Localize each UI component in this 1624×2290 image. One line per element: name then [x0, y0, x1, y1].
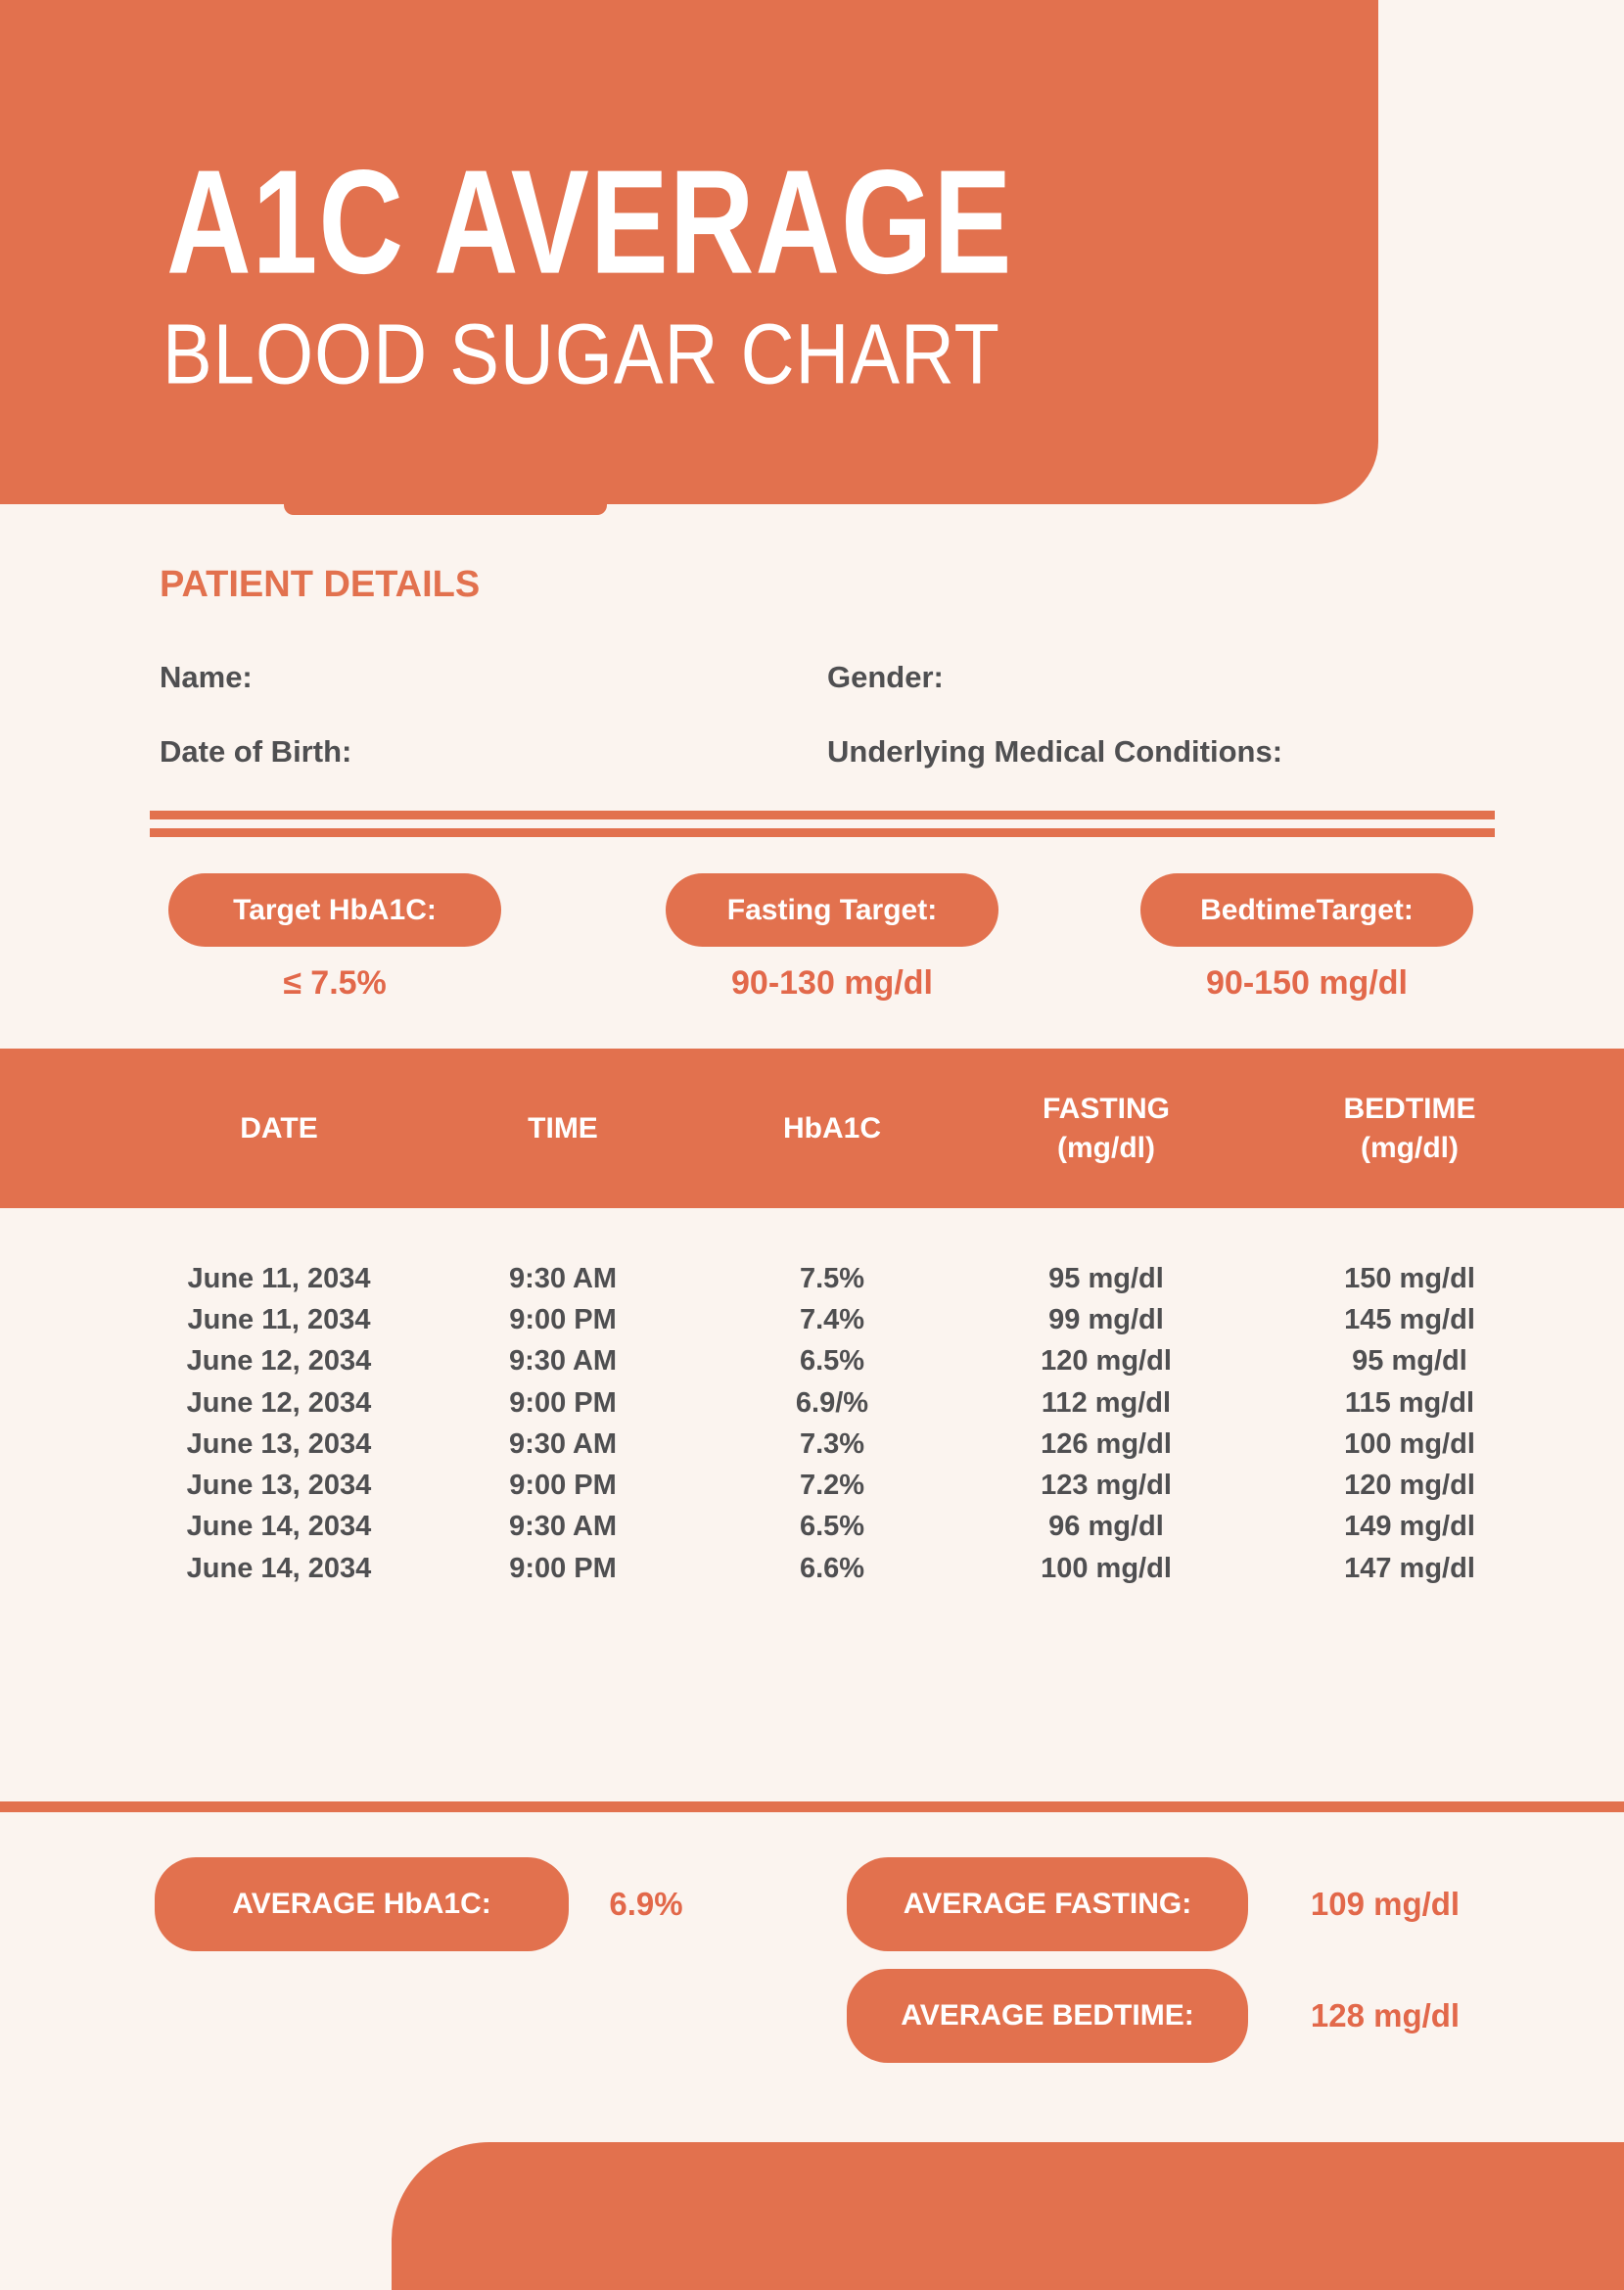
cell-bedtime: 115 mg/dl	[1344, 1386, 1475, 1419]
dob-label: Date of Birth:	[160, 734, 352, 769]
header-tab-decoration	[284, 504, 607, 515]
name-label: Name:	[160, 660, 253, 694]
cell-fasting: 95 mg/dl	[1048, 1262, 1164, 1294]
cell-hba1c: 7.4%	[799, 1303, 865, 1335]
divider-rule-top	[150, 811, 1495, 819]
target-hba1c-value: ≤ 7.5%	[283, 964, 387, 1002]
fasting-target-label: Fasting Target:	[726, 893, 938, 926]
cell-time: 9:30 AM	[508, 1345, 618, 1378]
table-row	[0, 1341, 1624, 1382]
cell-bedtime: 145 mg/dl	[1344, 1303, 1475, 1335]
cell-date: June 11, 2034	[187, 1262, 371, 1294]
cell-time: 9:00 PM	[509, 1303, 617, 1335]
fasting-target-pill	[666, 873, 998, 947]
header-block	[0, 0, 1378, 504]
cell-bedtime: 100 mg/dl	[1344, 1427, 1475, 1460]
cell-bedtime: 150 mg/dl	[1344, 1262, 1475, 1294]
cell-date: June 13, 2034	[186, 1427, 372, 1460]
cell-hba1c: 7.3%	[799, 1427, 865, 1460]
cell-hba1c: 6.5%	[799, 1511, 865, 1543]
target-hba1c-pill	[168, 873, 501, 947]
average-fasting-value: 109 mg/dl	[1310, 1886, 1461, 1922]
cell-date: June 12, 2034	[186, 1345, 372, 1378]
cell-date: June 13, 2034	[186, 1470, 372, 1502]
table-row	[0, 1382, 1624, 1424]
cell-bedtime: 120 mg/dl	[1344, 1470, 1475, 1502]
column-header-bedtime: BEDTIME (mg/dl)	[1343, 1092, 1476, 1164]
cell-fasting: 120 mg/dl	[1041, 1345, 1172, 1378]
average-fasting-label: AVERAGE FASTING:	[903, 1888, 1192, 1920]
average-hba1c-value: 6.9%	[609, 1886, 683, 1922]
column-header-hba1c: HbA1C	[782, 1111, 881, 1145]
cell-fasting: 100 mg/dl	[1041, 1552, 1172, 1584]
table-row	[0, 1465, 1624, 1506]
cell-hba1c: 7.2%	[799, 1470, 865, 1502]
column-header-date: DATE	[240, 1111, 318, 1145]
table-row	[0, 1424, 1624, 1465]
table-row	[0, 1548, 1624, 1589]
page-subtitle: BLOOD SUGAR CHART	[162, 306, 1000, 402]
cell-bedtime: 149 mg/dl	[1344, 1511, 1475, 1543]
cell-time: 9:30 AM	[508, 1262, 618, 1294]
cell-fasting: 96 mg/dl	[1048, 1511, 1164, 1543]
average-hba1c-label: AVERAGE HbA1C:	[232, 1888, 491, 1920]
conditions-label: Underlying Medical Conditions:	[827, 734, 1283, 769]
average-bedtime-pill	[847, 1969, 1248, 2063]
table-row	[0, 1258, 1624, 1299]
target-hba1c-label: Target HbA1C:	[233, 893, 437, 926]
cell-time: 9:00 PM	[509, 1470, 617, 1502]
cell-time: 9:00 PM	[509, 1386, 617, 1419]
table-body	[0, 1258, 1624, 1589]
cell-hba1c: 7.5%	[799, 1262, 865, 1294]
cell-fasting: 99 mg/dl	[1048, 1303, 1164, 1335]
cell-hba1c: 6.9/%	[795, 1386, 869, 1419]
cell-fasting: 112 mg/dl	[1041, 1386, 1172, 1419]
table-row	[0, 1507, 1624, 1548]
table-header-row	[0, 1049, 1624, 1208]
column-header-time: TIME	[528, 1111, 598, 1145]
cell-bedtime: 95 mg/dl	[1352, 1345, 1467, 1378]
gender-label: Gender:	[827, 660, 944, 694]
cell-date: June 14, 2034	[186, 1552, 372, 1584]
average-bedtime-value: 128 mg/dl	[1310, 1997, 1461, 2033]
page-title: A1C AVERAGE	[166, 139, 1013, 305]
cell-time: 9:30 AM	[508, 1427, 618, 1460]
cell-hba1c: 6.6%	[799, 1552, 865, 1584]
section-divider-bar	[0, 1801, 1624, 1812]
cell-date: June 12, 2034	[186, 1386, 372, 1419]
average-fasting-pill	[847, 1857, 1248, 1951]
table-row	[0, 1299, 1624, 1340]
cell-date: June 11, 2034	[187, 1303, 371, 1335]
cell-fasting: 123 mg/dl	[1041, 1470, 1172, 1502]
patient-details-heading: PATIENT DETAILS	[160, 564, 481, 605]
average-hba1c-pill	[155, 1857, 569, 1951]
bedtime-target-label: BedtimeTarget:	[1200, 893, 1414, 926]
divider-rule-bottom	[150, 828, 1495, 837]
bedtime-target-value: 90-150 mg/dl	[1206, 964, 1408, 1002]
cell-time: 9:00 PM	[509, 1552, 617, 1584]
average-bedtime-label: AVERAGE BEDTIME:	[901, 1999, 1194, 2032]
cell-fasting: 126 mg/dl	[1041, 1427, 1172, 1460]
column-header-fasting: FASTING (mg/dl)	[1042, 1092, 1170, 1164]
fasting-target-value: 90-130 mg/dl	[731, 964, 933, 1002]
cell-hba1c: 6.5%	[799, 1345, 865, 1378]
footer-decoration-block	[392, 2142, 1624, 2290]
cell-date: June 14, 2034	[186, 1511, 372, 1543]
cell-bedtime: 147 mg/dl	[1344, 1552, 1475, 1584]
bedtime-target-pill	[1140, 873, 1473, 947]
cell-time: 9:30 AM	[508, 1511, 618, 1543]
